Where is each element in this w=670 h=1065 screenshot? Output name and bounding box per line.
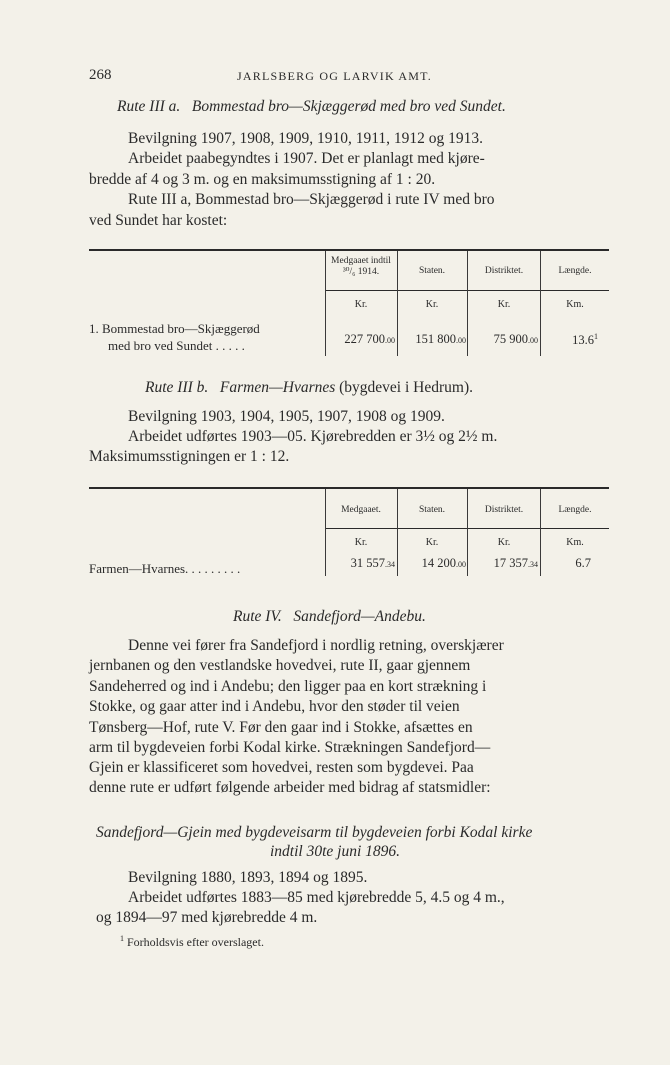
footnote-mark: 1 xyxy=(594,332,598,341)
section-a-title: Rute III a. Bommestad bro—Skjæggerød med bro ved Sundet. xyxy=(117,98,506,115)
unit-label: Kr. xyxy=(497,537,511,548)
section-c-line: jernbanen og den vestlandske hovedvei, rute II, gaar gjennem xyxy=(89,657,471,674)
section-c-line: Denne vei fører fra Sandefjord i nordlig retning, overskjærer xyxy=(128,637,504,654)
unit-label: Km. xyxy=(566,299,584,310)
col-header-laengde: Længde. xyxy=(558,266,592,276)
value-staten: 14 200.00 xyxy=(421,556,466,570)
value-distriktet: 17 357.34 xyxy=(493,556,538,570)
section-c-line: Sandeherred og ind i Andebu; den ligger paa en kort strækning i xyxy=(89,678,487,695)
page-header xyxy=(89,67,609,89)
section-c-line: Gjein er klassificeret som hovedvei, resten som bygdevei. Paa xyxy=(89,759,474,776)
table-top-rule xyxy=(89,487,609,489)
footnote: $^1$ Forholdsvis efter overslaget. xyxy=(120,934,264,949)
value-staten: 151 800.00 xyxy=(415,332,466,346)
col-header-distriktet: Distriktet. xyxy=(484,505,524,515)
section-a-line: Arbeidet paabegyndtes i 1907. Det er planlagt med kjøre- xyxy=(128,150,485,167)
table-top-rule xyxy=(89,249,609,251)
section-a-line: Rute III a, Bommestad bro—Skjæggerød i rute IV med bro xyxy=(128,191,495,208)
unit-label: Km. xyxy=(566,537,584,548)
section-d-title-line-1: Sandefjord—Gjein med bygdeveisarm til bygdeveien forbi Kodal kirke xyxy=(96,824,533,841)
value-medgaaet: 31 557.34 xyxy=(350,556,395,570)
section-d-line: og 1894—97 med kjørebredde 4 m. xyxy=(96,909,318,926)
value-laengde: 6.7 xyxy=(575,556,591,570)
section-a-line: bredde af 4 og 3 m. og en maksimumsstigning af 1 : 20. xyxy=(89,171,436,188)
section-b-line: Bevilgning 1903, 1904, 1905, 1907, 1908 og 1909. xyxy=(128,408,445,425)
value-medgaaet: 227 700.00 xyxy=(344,332,395,346)
value-distriktet: 75 900.00 xyxy=(493,332,538,346)
section-d-title-line-2: indtil 30te juni 1896. xyxy=(270,843,401,860)
page-number: 268 xyxy=(89,67,112,83)
unit-label: Kr. xyxy=(354,299,368,310)
unit-label: Kr. xyxy=(425,537,439,548)
column-divider xyxy=(325,251,326,356)
row-label: 1. Bommestad bro—Skjæggerød xyxy=(89,321,260,336)
col-header-distriktet: Distriktet. xyxy=(484,266,524,276)
unit-label: Kr. xyxy=(497,299,511,310)
section-a-line: ved Sundet har kostet: xyxy=(89,212,228,229)
section-b-title: Rute III b. Farmen—Hvarnes (bygdevei i Hedrum). xyxy=(145,379,474,396)
footnote-mark: 1 xyxy=(120,934,124,943)
col-header-medgaaet: Medgaaet. xyxy=(341,505,381,515)
unit-label: Kr. xyxy=(354,537,368,548)
running-title: JARLSBERG OG LARVIK AMT. xyxy=(237,69,432,83)
row-label: Farmen—Hvarnes. . . . . . . . . xyxy=(89,561,241,576)
section-a-line: Bevilgning 1907, 1908, 1909, 1910, 1911, 1912 og 1913. xyxy=(128,130,484,147)
section-b-line: Maksimumsstigningen er 1 : 12. xyxy=(89,448,290,465)
section-d-line: Bevilgning 1880, 1893, 1894 og 1895. xyxy=(128,869,368,886)
col-header-staten: Staten. xyxy=(418,266,446,276)
unit-label: Kr. xyxy=(425,299,439,310)
row-label: med bro ved Sundet . . . . . xyxy=(108,338,245,353)
section-c-line: Tønsberg—Hof, rute V. Før den gaar ind i Stokke, afsættes en xyxy=(89,719,473,736)
section-c-line: Stokke, og gaar atter ind i Andebu, hvor den støder til veien xyxy=(89,698,460,715)
col-header-laengde: Længde. xyxy=(558,505,592,515)
section-c-line: arm til bygdeveien forbi Kodal kirke. Strækningen Sandefjord— xyxy=(89,739,491,756)
section-d-line: Arbeidet udførtes 1883—85 med kjørebredde 5, 4.5 og 4 m., xyxy=(128,889,505,906)
section-c-title: Rute IV. Sandefjord—Andebu. xyxy=(233,608,426,625)
col-header-staten: Staten. xyxy=(418,505,446,515)
column-divider xyxy=(325,489,326,576)
section-b-line: Arbeidet udførtes 1903—05. Kjørebredden er 3½ og 2½ m. xyxy=(128,428,498,445)
section-c-line: denne rute er udført følgende arbeider med bidrag af statsmidler: xyxy=(89,779,491,796)
col-header-medgaaet: Medgaaet indtil ³⁰/₆ 1914. xyxy=(331,256,391,277)
value-laengde: 13.6$^1$ xyxy=(572,332,598,348)
